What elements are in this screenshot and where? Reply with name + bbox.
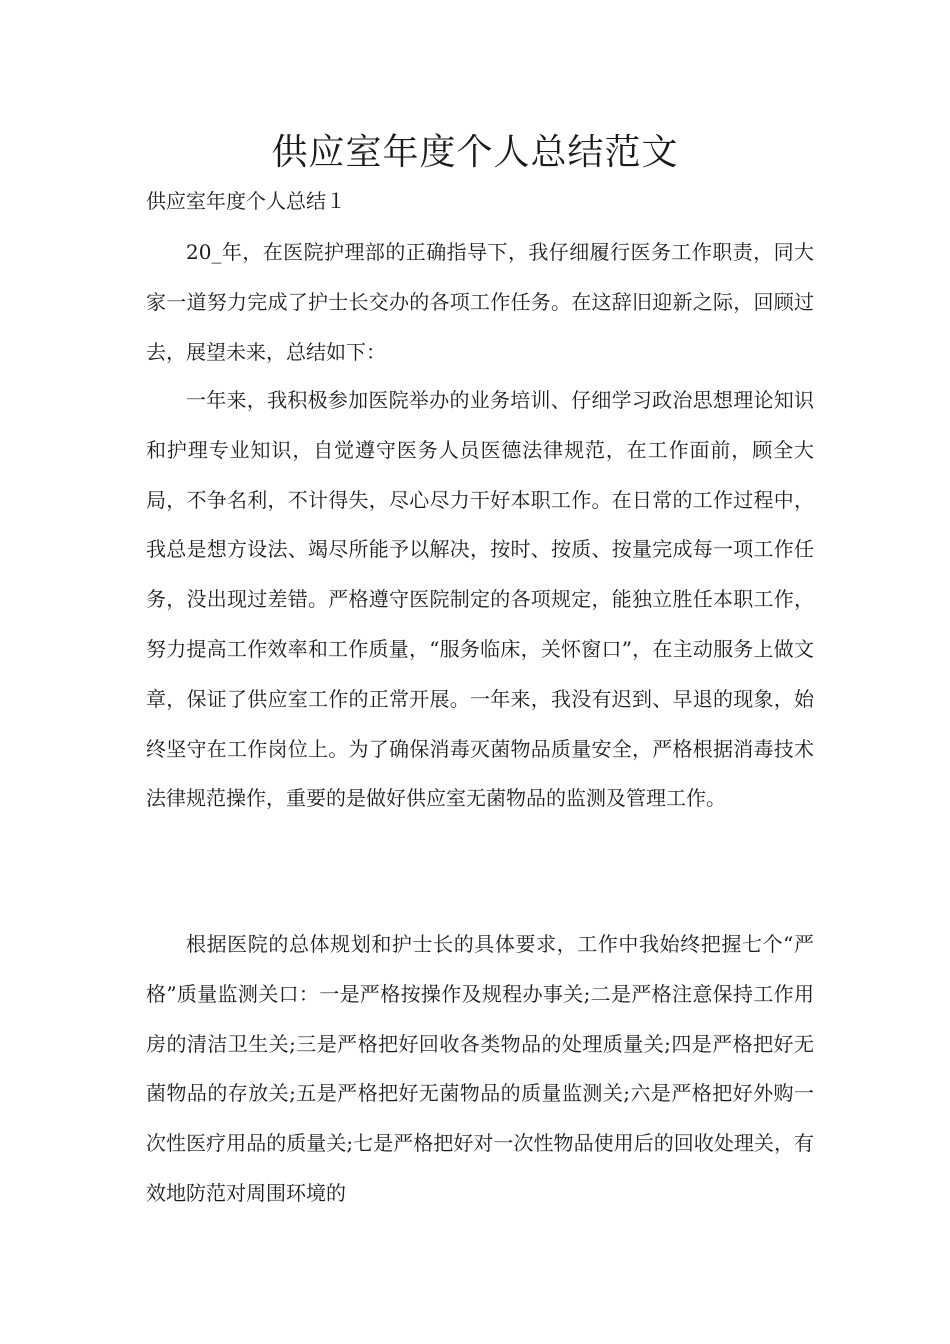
- section-heading: 供应室年度个人总结１: [146, 189, 346, 213]
- document-title: 供应室年度个人总结范文: [271, 132, 679, 173]
- paragraph-work-summary: 一年来，我积极参加医院举办的业务培训、仔细学习政治思想理论知识和护理专业知识，自觉遵守医务人员医德法律规范，在工作面前，顾全大局，不争名利，不计得失，尽心尽力干好本职工作。在日常的工作过程中，我总是想方设法、竭尽所能予以解决，按时、按质、按量完成每一项工作任务，没出现过差错。严格遵守医院制定的各项规定，能独立胜任本职工作，努力提高工作效率和工作质量，“服务临床，关怀窗口”，在主动服务上做文章，保证了供应室工作的正常开展。一年来，我没有迟到、早退的现象，始终坚守在工作岗位上。为了确保消毒灭菌物品质量安全，严格根据消毒技术法律规范操作，重要的是做好供应室无菌物品的监测及管理工作。: [146, 388, 814, 811]
- paragraph-intro: 20_年，在医院护理部的正确指导下，我仔细履行医务工作职责，同大家一道努力完成了护士长交办的各项工作任务。在这辞旧迎新之际，回顾过去，展望未来，总结如下：: [146, 240, 814, 364]
- paragraph-quality-control: 根据医院的总体规划和护士长的具体要求，工作中我始终把握七个“严格”质量监测关口：一是严格按操作及规程办事关;二是严格注意保持工作用房的清洁卫生关;三是严格把好回收各类物品的处理质量关;四是严格把好无菌物品的存放关;五是严格把好无菌物品的质量监测关;六是严格把好外购一次性医疗用品的质量关;七是严格把好对一次性物品使用后的回收处理关，有效地防范对周围环境的: [146, 932, 814, 1205]
